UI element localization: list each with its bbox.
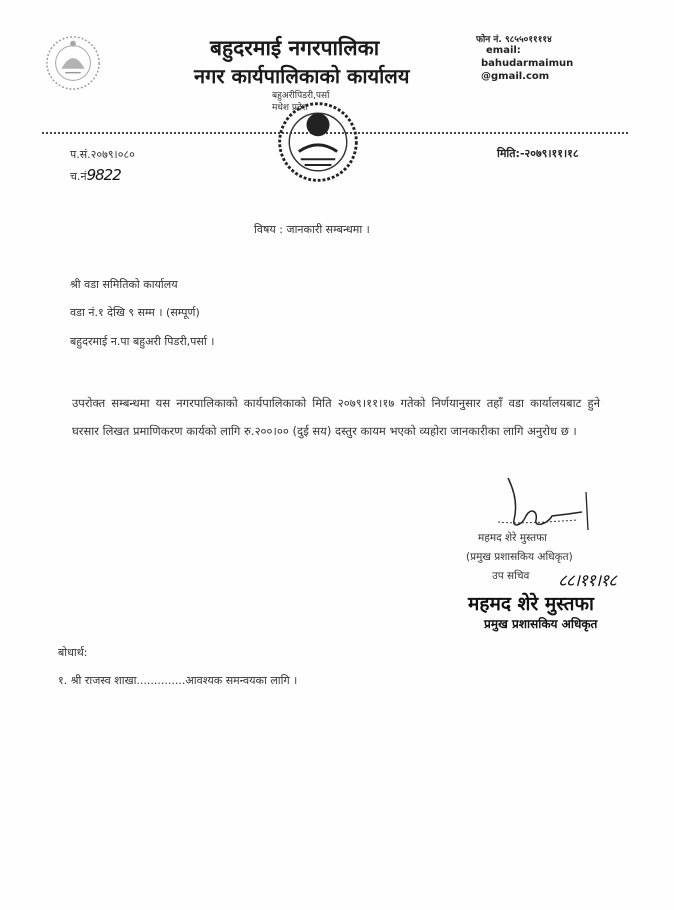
organization-name: बहुदरमाई नगरपालिका <box>210 36 380 60</box>
email-label: email: <box>486 45 521 56</box>
signatory-name: महमद शेरे मुस्तफा <box>478 532 547 544</box>
reference-number: प.सं.२०७९।०८० <box>70 148 135 161</box>
dispatch-number <box>70 166 121 184</box>
recipient-line-3: बहुदरमाई न.पा बहुअरी पिडरी,पर्सा । <box>70 335 215 348</box>
signatory-rank: उप सचिव <box>492 570 530 582</box>
email-address-part-2: @gmail.com <box>481 71 550 82</box>
address-line-2: मधेश प्रदेश <box>272 103 308 113</box>
email-address-part-1: bahudarmaimun <box>481 58 574 69</box>
letter-date: मिति:-२०७९।११।१८ <box>497 147 579 160</box>
recipient-line-1: श्री वडा समितिको कार्यालय <box>70 278 178 291</box>
signatory-role: (प्रमुख प्रशासकिय अधिकृत) <box>466 551 573 563</box>
designation-stamp: प्रमुख प्रशासकिय अधिकृत <box>484 617 598 631</box>
cc-item: १. श्री राजस्व शाखा..............आवश्यक समन्वयका लागि । <box>58 674 298 687</box>
dispatch-label: च.नं <box>70 170 87 183</box>
recipient-line-2: वडा नं.१ देखि ९ सम्म । (सम्पूर्ण) <box>70 306 200 319</box>
cc-heading: बोधार्थ: <box>58 646 88 659</box>
letter-body: उपरोक्त सम्बन्धमा यस नगरपालिकाको कार्यपालिकाको मिति २०७९।११।१७ गतेको निर्णयानुसार तहाँ वडा कार्यालयबाट हुने घरसार लिखत प्रमाणिकरण कार्यको लागि रु.२००।०० (दुई सय) दस्तुर कायम भएको व्यहोरा जानकारीका लागि अनुरोध छ । <box>72 396 600 438</box>
signature-date-handwritten: ८८।११।१८ <box>558 571 616 591</box>
phone-number: फोन नं. ९८५५०११११४ <box>476 35 552 45</box>
subject-line: विषय : जानकारी सम्बन्धमा । <box>254 223 370 236</box>
name-stamp: महमद शेरे मुस्तफा <box>468 593 594 615</box>
government-emblem-icon <box>44 34 102 92</box>
dispatch-number-handwritten: 9822 <box>86 166 121 184</box>
handwritten-signature-icon <box>478 470 598 536</box>
office-name: नगर कार्यपालिकाको कार्यालय <box>194 64 410 88</box>
address-line-1: बहुअरीपिडरी,पर्सा <box>272 91 330 101</box>
official-seal-icon <box>270 96 366 188</box>
